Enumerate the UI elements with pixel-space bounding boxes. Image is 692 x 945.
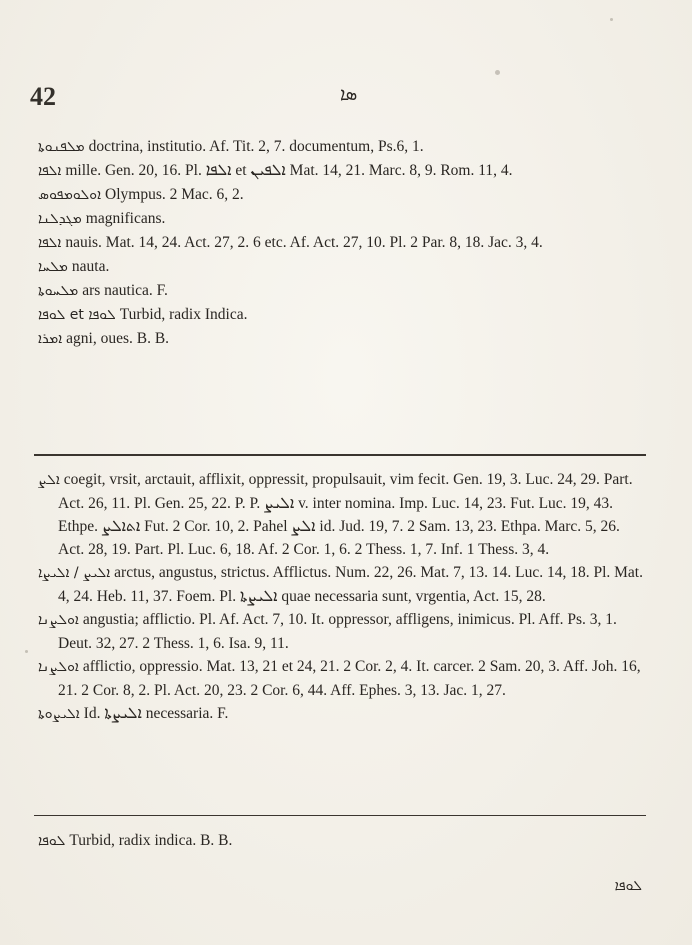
- headword: ܠܘܦܐ et ܠܘܦܐ: [38, 307, 116, 323]
- dictionary-entry: [34, 159, 646, 183]
- dictionary-entry: [34, 279, 646, 303]
- entry-text: nauis. Mat. 14, 24. Act. 27, 2. 6 etc. Af. Act. 27, 10. Pl. 2 Par. 8, 18. Jac. 3, 4.: [65, 234, 543, 251]
- headword: ܠܘܦܐ: [38, 833, 66, 849]
- dictionary-entry: [34, 231, 646, 255]
- page-number: 42: [30, 82, 56, 111]
- dictionary-entry: [34, 655, 646, 702]
- entry-text: Olympus. 2 Mac. 6, 2.: [105, 186, 244, 203]
- dictionary-entry: [34, 327, 646, 351]
- dictionary-entry: [34, 255, 646, 279]
- paper-speck: [495, 70, 500, 75]
- running-head: ܣܐ: [340, 84, 358, 105]
- headword: ܡܠܚܐ: [38, 259, 68, 275]
- dictionary-entry: [34, 702, 646, 726]
- dictionary-entry: [34, 468, 646, 561]
- entry-text: ars nautica. F.: [82, 282, 168, 299]
- dictionary-entry: [34, 135, 646, 159]
- section-divider: [34, 454, 646, 456]
- entry-text: Id. ܐܠܝܨܬܐ necessaria. F.: [83, 705, 229, 722]
- headword: ܡܠܚܘܬܐ: [38, 283, 79, 299]
- headword: ܐܠܝܨ / ܐܠܝܨܐ: [38, 565, 111, 581]
- headword: ܡܓܕܠܢܐ: [38, 211, 82, 227]
- headword: ܐܠܦܐ: [38, 235, 62, 251]
- entry-text: coegit, vrsit, arctauit, afflixit, oppressit, propulsauit, vim fecit. Gen. 19, 3. Luc. 24, 29. Part. Act. 26, 11. Pl. Gen. 25, 22. P. P. ܐܠܝܨ v. inter nomina. Imp. Luc. 14, 23. Fut. Luc. 19, 43. Ethpe. ܐܬܐܠܨ Fut. 2 Cor. 10, 2. Pahel ܐܠܨ id. Jud. 19, 7. 2 Sam. 13, 23. Ethpa. Marc. 5, 26. Act. 28, 19. Part. Pl. Luc. 6, 18. Af. 2 Cor. 1, 6. 2 Thess. 1, 7. Inf. 1 Thess. 3, 4.: [58, 471, 633, 558]
- dictionary-entry: [34, 829, 646, 853]
- headword: ܐܡܪܐ: [38, 331, 63, 347]
- entry-text: angustia; afflictio. Pl. Af. Act. 7, 10. It. oppressor, affligens, inimicus. Pl. Aff. Ps. 3, 1. Deut. 32, 27. 2 Thess. 1, 6. Isa. 9, 11.: [58, 611, 617, 652]
- headword: ܐܘܠܨܢܐ: [38, 659, 79, 675]
- entry-text: doctrina, institutio. Af. Tit. 2, 7. documentum, Ps.6, 1.: [88, 138, 424, 155]
- headword: ܐܠܨ: [38, 472, 60, 488]
- page-header: [30, 82, 650, 112]
- headword: ܡܠܦܢܘܬܐ: [38, 139, 85, 155]
- paper-speck: [25, 650, 28, 653]
- entry-text: arctus, angustus, strictus. Afflictus. Num. 22, 26. Mat. 7, 13. 14. Luc. 14, 18. Pl. Mat. 4, 24. Heb. 11, 37. Foem. Pl. ܐܠܝܨܬܐ quae necessaria sunt, vrgentia, Act. 15, 28.: [58, 564, 643, 605]
- dictionary-entry: [34, 608, 646, 655]
- headword: ܐܘܠܨܢܐ: [38, 612, 79, 628]
- section-3: [34, 829, 646, 853]
- headword: ܐܠܝܨܘܬܐ: [38, 706, 80, 722]
- entry-text: afflictio, oppressio. Mat. 13, 21 et 24, 21. 2 Cor. 2, 4. It. carcer. 2 Sam. 20, 3. Aff. Joh. 16, 21. 2 Cor. 8, 2. Pl. Act. 20, 23. 2 Cor. 6, 44. Aff. Ephes. 3, 13. Jac. 1, 27.: [58, 658, 641, 699]
- entry-text: magnificans.: [85, 210, 166, 227]
- headword: ܐܠܦܐ: [38, 163, 62, 179]
- catchword: ܠܘܦܐ: [614, 878, 642, 894]
- section-1: [34, 135, 646, 351]
- section-divider: [34, 815, 646, 816]
- dictionary-entry: [34, 183, 646, 207]
- entry-text: agni, oues. B. B.: [66, 330, 170, 347]
- dictionary-entry: [34, 207, 646, 231]
- entry-text: Turbid, radix Indica.: [119, 306, 248, 323]
- entry-text: nauta.: [71, 258, 110, 275]
- entry-text: mille. Gen. 20, 16. Pl. ܐܠܦܐ et ܐܠܦܝܢ Mat. 14, 21. Marc. 8, 9. Rom. 11, 4.: [65, 162, 513, 179]
- dictionary-entry: [34, 303, 646, 327]
- paper-speck: [610, 18, 613, 21]
- dictionary-entry: [34, 561, 646, 608]
- entry-text: Turbid, radix indica. B. B.: [69, 832, 233, 849]
- section-2: [34, 468, 646, 726]
- headword: ܐܘܠܘܡܦܘܣ: [38, 187, 102, 203]
